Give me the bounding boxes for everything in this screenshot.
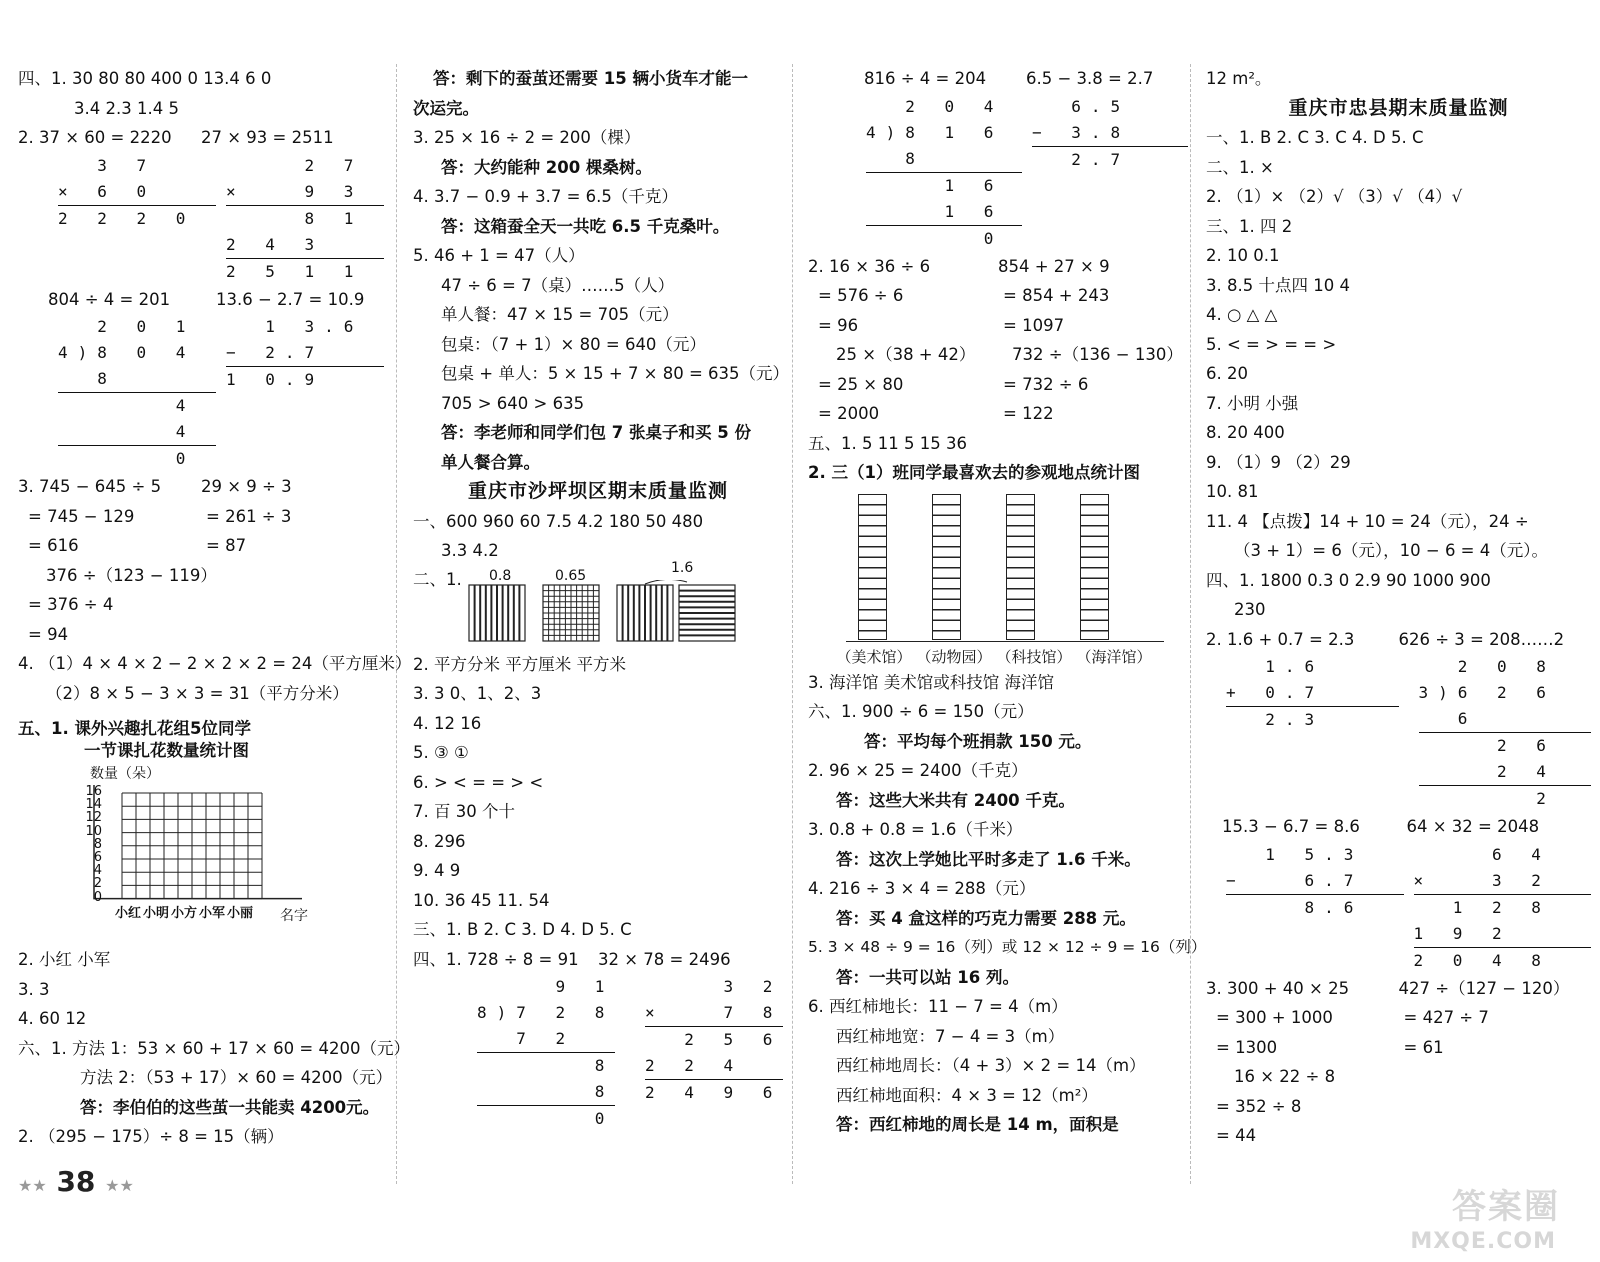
q2-j: = 732 ÷ 6 bbox=[1003, 374, 1089, 394]
q4-3-e: = 616 bbox=[28, 536, 79, 555]
q4-1-line2: 3.4 2.3 1.4 5 bbox=[74, 98, 179, 118]
q4-3-g: 376 ÷（123 − 119） bbox=[46, 565, 217, 585]
q5-3: 3. 3 bbox=[18, 979, 50, 999]
q2-b: 854 + 27 × 9 bbox=[998, 256, 1110, 276]
bracket-arc bbox=[645, 580, 687, 584]
q4-3-f: = 87 bbox=[206, 536, 247, 555]
column-3 bbox=[808, 64, 1207, 1140]
a4-2-b: 626 ÷ 3 = 208……2 bbox=[1398, 629, 1565, 649]
s4-1-a: 四、1. 728 ÷ 8 = 91 bbox=[413, 949, 579, 969]
a3-4: 4. ○ △ △ bbox=[1206, 305, 1278, 324]
a4-2-d: 64 × 32 = 2048 bbox=[1406, 817, 1540, 836]
decimal-grids bbox=[413, 559, 783, 650]
q2-a: 2. 16 × 36 ÷ 6 bbox=[808, 256, 931, 276]
a4-3-g: 16 × 22 ÷ 8 bbox=[1234, 1067, 1336, 1086]
q6-2-answer: 答：这些大米共有 2400 千克。 bbox=[836, 790, 1075, 810]
q4-1-line: 四、1. 30 80 80 400 0 13.4 6 0 bbox=[18, 69, 272, 88]
a4-3-d: = 427 ÷ 7 bbox=[1403, 1008, 1489, 1027]
page-number: 38 bbox=[56, 1165, 96, 1198]
q5-b: 47 ÷ 6 = 7（桌）……5（人） bbox=[441, 275, 675, 295]
y-tick-label: 6 bbox=[93, 850, 102, 866]
q6-6-answer: 答：西红柿地的周长是 14 m，面积是 bbox=[836, 1115, 1119, 1134]
a3-7: 7. 小明 小强 bbox=[1206, 393, 1299, 413]
a4-2-c: 15.3 − 6.7 = 8.6 bbox=[1222, 817, 1360, 836]
chart-xlabel: 名字 bbox=[280, 908, 308, 924]
a4-3-a: 3. 300 + 40 × 25 bbox=[1206, 978, 1350, 998]
y-tick-label: 8 bbox=[93, 836, 102, 852]
bar-label: （海洋馆） bbox=[1076, 647, 1152, 666]
vertical-calcs-4: 2 0 4 4)8 1 6 8 1 6 1 6 0 6.5 − 3.8 2.7 bbox=[808, 94, 1188, 252]
eq-816: 816 ÷ 4 = 204 bbox=[864, 69, 987, 88]
q3-answer: 答：大约能种 200 棵桑树。 bbox=[441, 157, 652, 177]
a4-3-i: = 44 bbox=[1216, 1126, 1257, 1145]
a3-2: 2. 10 0.1 bbox=[1206, 246, 1280, 265]
visit-bar bbox=[858, 494, 887, 640]
visit-bar-chart bbox=[808, 488, 1188, 668]
s1-line: 一、600 960 60 7.5 4.2 180 50 480 bbox=[413, 511, 704, 531]
s2-9: 9. 4 9 bbox=[413, 861, 461, 880]
q4-4-b: （2）8 × 5 − 3 × 3 = 31（平方分米） bbox=[46, 683, 349, 703]
q4-3-h: = 376 ÷ 4 bbox=[28, 595, 114, 614]
watermark-url: MXQE.COM bbox=[1410, 1229, 1556, 1254]
column-1 bbox=[18, 64, 412, 1152]
vertical-calcs-2: 2 0 1 4)8 0 4 8 4 4 0 1 3.6 − 2.7 1 0.9 bbox=[18, 314, 384, 472]
column-4 bbox=[1206, 64, 1591, 1151]
x-tick-label: 小红 bbox=[114, 906, 141, 921]
s2-8: 8. 296 bbox=[413, 831, 466, 851]
section-title-zhongxian: 重庆市忠县期末质量监测 bbox=[1288, 96, 1509, 119]
s1-line2: 3.3 4.2 bbox=[441, 541, 499, 560]
q4-3-i: = 94 bbox=[28, 624, 69, 644]
a2-1: 二、1. × bbox=[1206, 157, 1274, 177]
a4-2-a: 2. 1.6 + 0.7 = 2.3 bbox=[1206, 629, 1355, 649]
answer-trucks-2: 次运完。 bbox=[413, 98, 479, 118]
q6-4-answer: 答：买 4 盒这样的巧克力需要 288 元。 bbox=[836, 908, 1136, 928]
q6-6-c: 西红柿地周长：（4 + 3）× 2 = 14（m） bbox=[836, 1056, 1146, 1075]
q4-3-b: 29 × 9 ÷ 3 bbox=[201, 477, 292, 496]
q6-5-answer: 答：一共可以站 16 列。 bbox=[836, 967, 1019, 987]
q2-h: 732 ÷（136 − 130） bbox=[1012, 345, 1183, 364]
a4-3-b: 427 ÷（127 − 120） bbox=[1398, 978, 1570, 998]
q4-2-eq2: 27 × 93 = 2511 bbox=[201, 128, 334, 147]
star-icon: ★ bbox=[32, 1176, 47, 1195]
q2-c: = 576 ÷ 6 bbox=[818, 286, 904, 305]
q2-f: = 1097 bbox=[1003, 315, 1065, 335]
q2-e: = 96 bbox=[818, 315, 859, 335]
s2-7: 7. 百 30 个十 bbox=[413, 802, 515, 821]
q5-answer-2: 单人餐合算。 bbox=[441, 452, 540, 472]
bar-label: （美术馆） bbox=[836, 647, 912, 666]
x-tick-label: 小方 bbox=[170, 906, 197, 921]
q6-1-a: 六、1. 方法 1：53 × 60 + 17 × 60 = 4200（元） bbox=[18, 1038, 410, 1058]
vertical-calcs-6: 1 5.3 − 6.7 8.6 6 4 × 3 2 1 2 8 1 9 2 2 0 4 8 bbox=[1206, 842, 1591, 974]
a3-10: 10. 81 bbox=[1206, 482, 1259, 501]
a3-11-b: （3 + 1）= 6（元），10 − 6 = 4（元）。 bbox=[1234, 541, 1548, 560]
q6-4: 4. 216 ÷ 3 × 4 = 288（元） bbox=[808, 879, 1036, 898]
a2-2: 2. （1）× （2）√ （3）√ （4）√ bbox=[1206, 187, 1463, 206]
vertical-calcs-5: 1.6 + 0.7 2.3 2 0 8 3)6 2 6 6 2 6 2 4 2 bbox=[1206, 654, 1591, 812]
visit-bar bbox=[1006, 494, 1035, 640]
vertical-calcs-3: 9 1 8)7 2 8 7 2 8 8 0 3 2 × 7 8 2 5 6 2 2 4 2 4 9 6 bbox=[413, 974, 783, 1132]
column-2 bbox=[413, 64, 790, 1132]
q4-4-a: 4. （1）4 × 4 × 2 − 2 × 2 × 2 = 24（平方厘米） bbox=[18, 654, 412, 673]
q4-3-d: = 261 ÷ 3 bbox=[206, 506, 292, 526]
x-tick-label: 小军 bbox=[198, 906, 225, 921]
q2-i: = 25 × 80 bbox=[818, 374, 904, 394]
a4-3-h: = 352 ÷ 8 bbox=[1216, 1096, 1302, 1116]
decimal-grid-svg bbox=[465, 580, 795, 650]
bar-label: （科技馆） bbox=[996, 647, 1072, 666]
q6-3: 3. 0.8 + 0.8 = 1.6（千米） bbox=[808, 820, 1023, 839]
visit-bar bbox=[932, 494, 961, 640]
q2-g: 25 ×（38 + 42） bbox=[836, 345, 976, 364]
chart-ylabel: 数量（朵） bbox=[90, 766, 160, 782]
y-tick-label: 14 bbox=[85, 797, 102, 813]
s2-1-label: 二、1. bbox=[413, 569, 462, 589]
q6-6: 6. 西红柿地长：11 − 7 = 4（m） bbox=[808, 997, 1068, 1016]
q4-2-eq1: 2. 37 × 60 = 2220 bbox=[18, 128, 172, 147]
visit-bar bbox=[1080, 494, 1109, 640]
q4-3-a: 3. 745 − 645 ÷ 5 bbox=[18, 477, 162, 496]
q5-2: 2. 小红 小军 bbox=[18, 950, 111, 969]
q5-e: 包桌 + 单人：5 × 15 + 7 × 80 = 635（元） bbox=[441, 364, 790, 383]
q2-d: = 854 + 243 bbox=[1003, 286, 1110, 305]
a3-6: 6. 20 bbox=[1206, 364, 1248, 383]
chart-baseline bbox=[846, 641, 1164, 642]
q6-2: 2. 96 × 25 = 2400（千克） bbox=[808, 761, 1028, 780]
a4-1-b: 230 bbox=[1234, 600, 1266, 619]
q5-chart-title2: 一节课扎花数量统计图 bbox=[84, 740, 249, 760]
y-tick-label: 2 bbox=[93, 876, 102, 892]
star-icon: ★ bbox=[105, 1176, 120, 1195]
q2-k: = 2000 bbox=[818, 404, 880, 423]
section-title-shapingba: 重庆市沙坪坝区期末质量监测 bbox=[467, 480, 728, 502]
y-tick-label: 16 bbox=[85, 784, 102, 799]
q6-6-d: 西红柿地面积：4 × 3 = 12（m²） bbox=[836, 1085, 1098, 1105]
a1: 一、1. B 2. C 3. C 4. D 5. C bbox=[1206, 128, 1424, 147]
eq-6-5: 6.5 − 3.8 = 2.7 bbox=[1026, 69, 1154, 88]
q3: 3. 25 × 16 ÷ 2 = 200（棵） bbox=[413, 128, 641, 147]
a3-11: 11. 4 【点拨】14 + 10 = 24（元），24 ÷ bbox=[1206, 511, 1529, 531]
watermark-logo: 答案圈 bbox=[1452, 1187, 1560, 1227]
grid-label-2: 0.65 bbox=[555, 567, 587, 584]
a4-3-f: = 61 bbox=[1403, 1037, 1444, 1057]
a4-1: 四、1. 1800 0.3 0 2.9 90 1000 900 bbox=[1206, 570, 1491, 590]
y-tick-label: 10 bbox=[85, 823, 102, 839]
q5-chart-title1: 五、1. 课外兴趣扎花组5位同学 bbox=[18, 719, 251, 738]
vertical-calcs-1: 3 7 × 6 0 2 2 2 0 2 7 × 9 3 8 1 2 4 3 2 5 1 1 bbox=[18, 153, 384, 285]
y-tick-label: 4 bbox=[93, 863, 102, 879]
grid-label-1: 0.8 bbox=[489, 567, 512, 584]
q5-2-title: 2. 三（1）班同学最喜欢去的参观地点统计图 bbox=[808, 463, 1140, 482]
x-tick-label: 小丽 bbox=[226, 906, 253, 921]
star-icon: ★ bbox=[119, 1176, 134, 1195]
a3-9: 9. （1）9 （2）29 bbox=[1206, 452, 1351, 472]
y-tick-label: 0 bbox=[93, 889, 102, 905]
q5-4: 4. 60 12 bbox=[18, 1009, 87, 1028]
flower-chart bbox=[18, 765, 384, 945]
q6-5: 5. 3 × 48 ÷ 9 = 16（列）或 12 × 12 ÷ 9 = 16（列） bbox=[808, 938, 1207, 956]
q5-3: 3. 海洋馆 美术馆或科技馆 海洋馆 bbox=[808, 672, 1054, 692]
s4-1-b: 32 × 78 = 2496 bbox=[598, 949, 731, 969]
answer-trucks: 答：剩下的蚕茧还需要 15 辆小货车才能一 bbox=[433, 69, 748, 88]
a4-3-c: = 300 + 1000 bbox=[1216, 1008, 1333, 1027]
q4-answer: 答：这箱蚕全天一共吃 6.5 千克桑叶。 bbox=[441, 216, 730, 236]
a3-3: 3. 8.5 十点四 10 4 bbox=[1206, 275, 1350, 295]
carry-over: 12 m²。 bbox=[1206, 69, 1272, 88]
bar-label: （动物园） bbox=[916, 647, 992, 666]
q5-answer: 答：李老师和同学们包 7 张桌子和买 5 份 bbox=[441, 423, 751, 442]
page-number-footer bbox=[18, 1165, 134, 1198]
s2-2: 2. 平方分米 平方厘米 平方米 bbox=[413, 654, 626, 674]
q5-f: 705 > 640 > 635 bbox=[441, 393, 585, 413]
a3-8: 8. 20 400 bbox=[1206, 423, 1285, 442]
a3-5: 5. < = > = = > bbox=[1206, 334, 1337, 354]
q2-l: = 122 bbox=[1003, 404, 1054, 423]
q6-1: 六、1. 900 ÷ 6 = 150（元） bbox=[808, 702, 1034, 721]
q6-1-c: 答：李伯伯的这些茧一共能卖 4200元。 bbox=[80, 1097, 380, 1117]
q6-1-answer: 答：平均每个班捐款 150 元。 bbox=[864, 731, 1092, 751]
x-tick-label: 小明 bbox=[142, 906, 169, 921]
q5-1: 五、1. 5 11 5 15 36 bbox=[808, 433, 967, 453]
a4-3-e: = 1300 bbox=[1216, 1037, 1278, 1057]
s2-10: 10. 36 45 11. 54 bbox=[413, 890, 550, 910]
s2-6: 6. > < = = > < bbox=[413, 772, 544, 792]
q5: 5. 46 + 1 = 47（人） bbox=[413, 246, 585, 265]
q4: 4. 3.7 − 0.9 + 3.7 = 6.5（千克） bbox=[413, 187, 678, 206]
q4-2-eq3: 804 ÷ 4 = 201 bbox=[48, 289, 171, 309]
a3-1: 三、1. 四 2 bbox=[1206, 216, 1293, 236]
chart-axes bbox=[94, 785, 302, 899]
q6-2: 2. （295 − 175）÷ 8 = 15（辆） bbox=[18, 1127, 284, 1146]
star-icon: ★ bbox=[18, 1176, 33, 1195]
grid-label-3: 1.6 bbox=[671, 559, 694, 576]
s2-4: 4. 12 16 bbox=[413, 713, 482, 733]
y-tick-label: 12 bbox=[85, 810, 102, 826]
q5-c: 单人餐：47 × 15 = 705（元） bbox=[441, 305, 679, 324]
q6-3-answer: 答：这次上学她比平时多走了 1.6 千米。 bbox=[836, 849, 1141, 869]
s2-3: 3. 3 0、1、2、3 bbox=[413, 684, 542, 703]
q4-2-eq4: 13.6 − 2.7 = 10.9 bbox=[216, 289, 365, 309]
q4-3-c: = 745 − 129 bbox=[28, 506, 135, 526]
s2-5: 5. ③ ① bbox=[413, 743, 469, 762]
q6-6-b: 西红柿地宽：7 − 4 = 3（m） bbox=[836, 1026, 1065, 1046]
s3: 三、1. B 2. C 3. D 4. D 5. C bbox=[413, 920, 632, 939]
q6-1-b: 方法 2：（53 + 17）× 60 = 4200（元） bbox=[80, 1068, 393, 1087]
q5-d: 包桌：（7 + 1）× 80 = 640（元） bbox=[441, 334, 706, 354]
